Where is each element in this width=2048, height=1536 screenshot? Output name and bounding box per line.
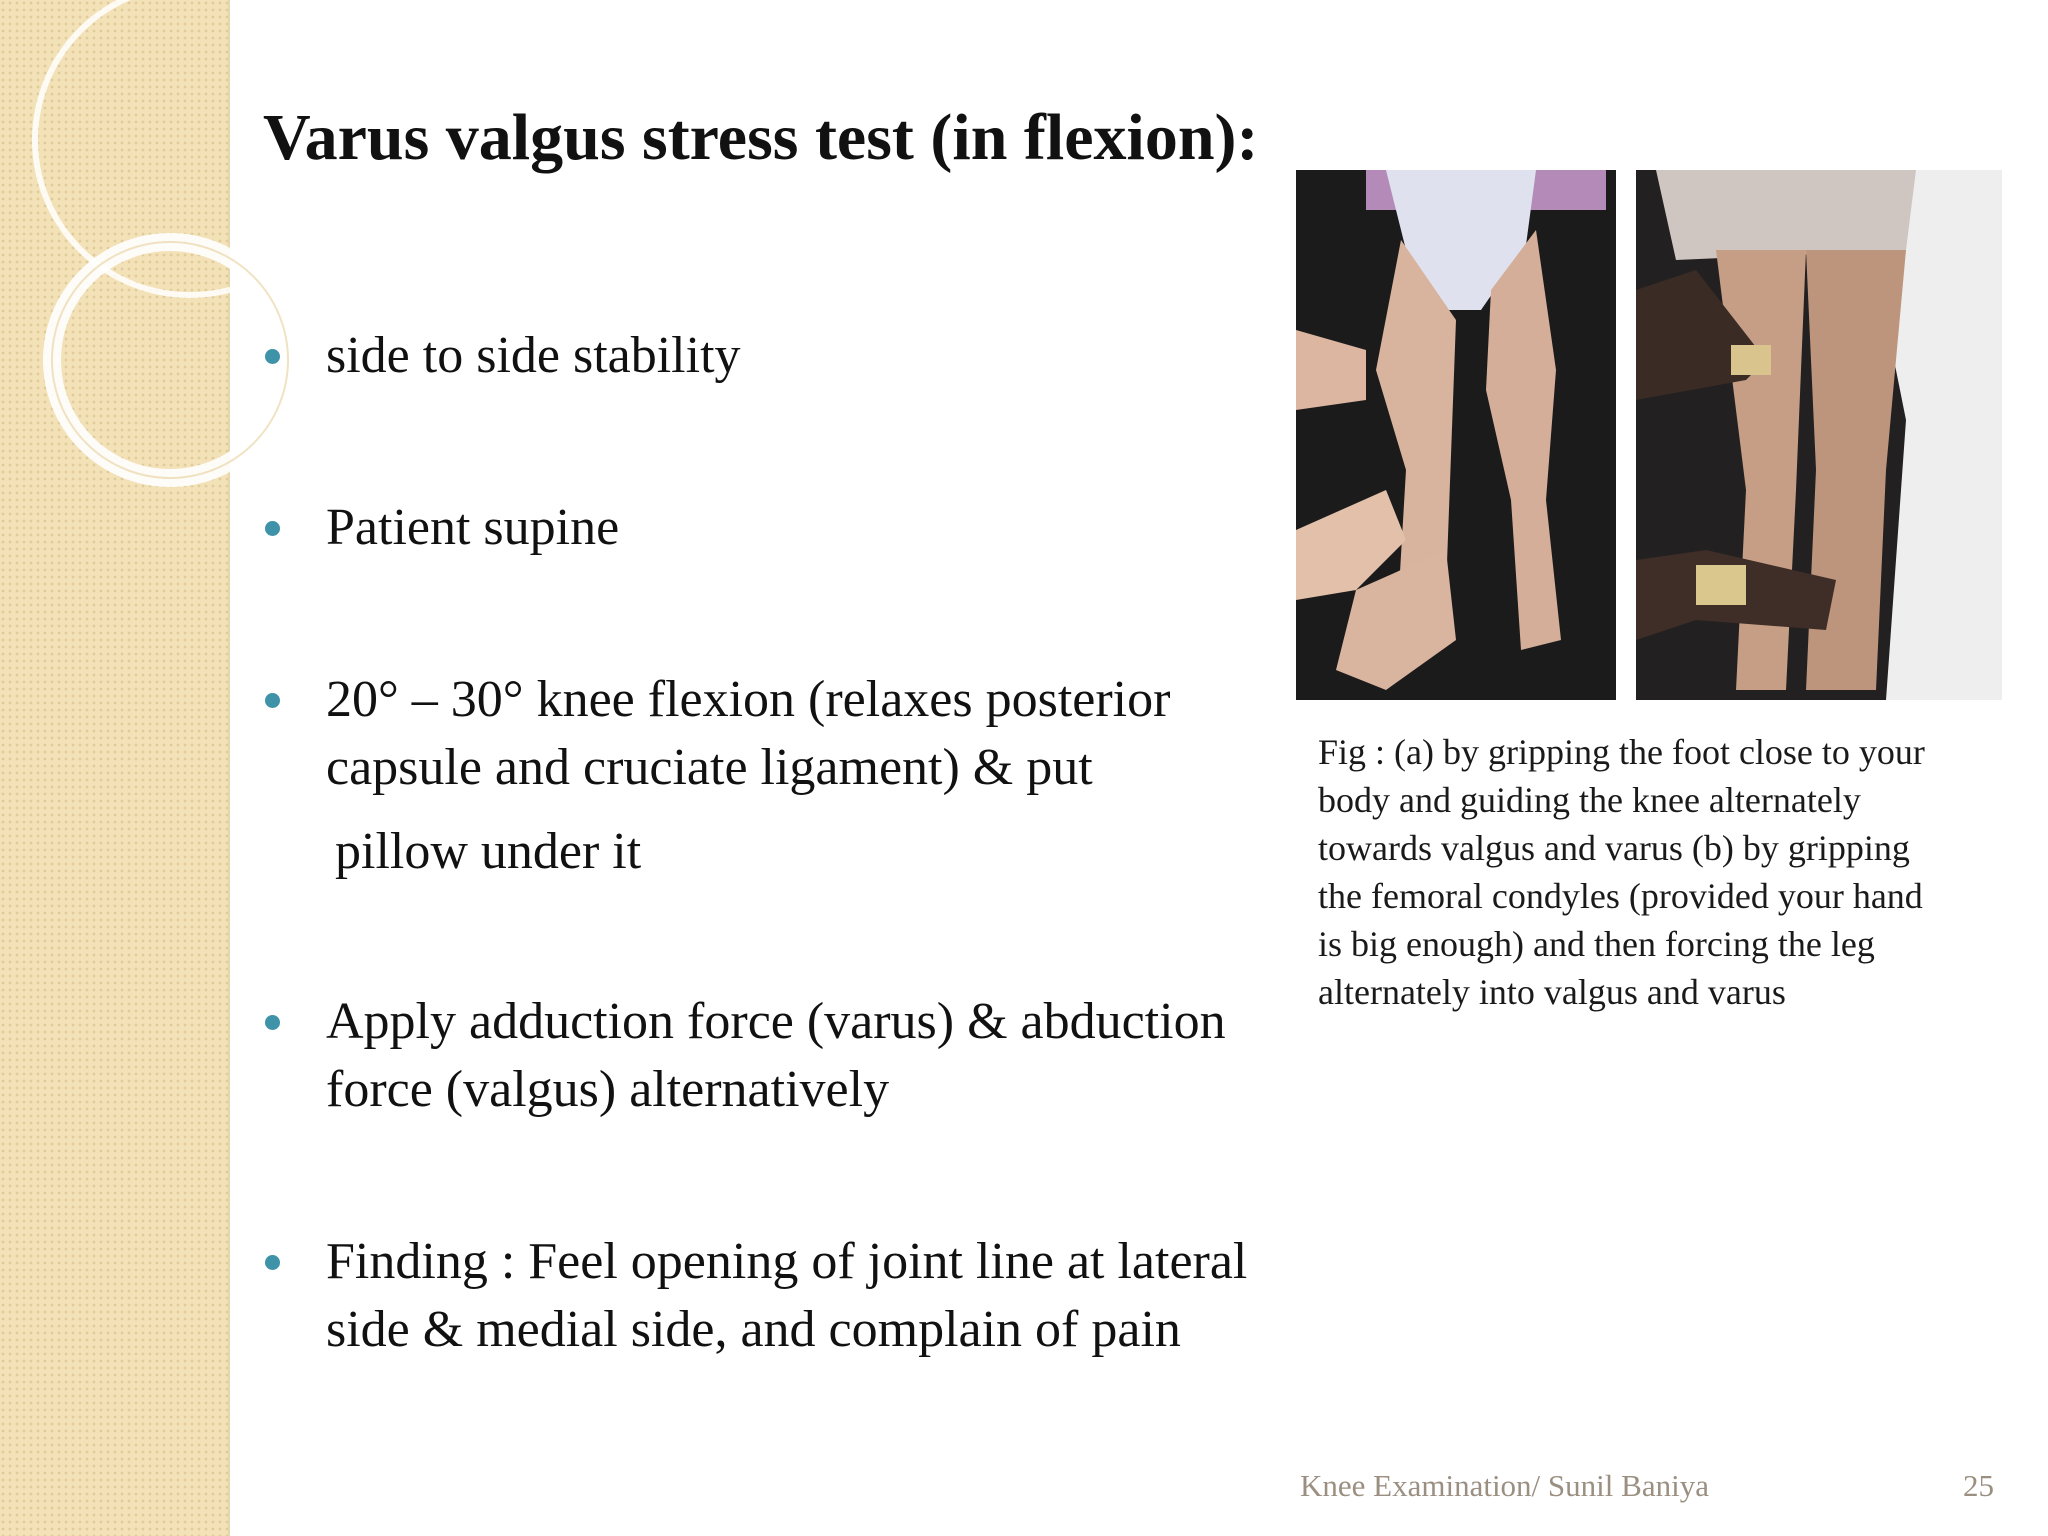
- photo-a-knee-exam: [1296, 170, 1616, 700]
- decorative-rings: [0, 0, 300, 520]
- bullet-text: side to side stability: [326, 327, 741, 384]
- bullet-dot-icon: [265, 1255, 280, 1270]
- caption-line: the femoral condyles (provided your hand: [1318, 876, 1923, 916]
- bullet-text: capsule and cruciate ligament) & put: [326, 739, 1093, 796]
- bullet-text: side & medial side, and complain of pain: [326, 1301, 1181, 1358]
- bullet-dot-icon: [265, 693, 280, 708]
- caption-line: body and guiding the knee alternately: [1318, 780, 1861, 820]
- bullet-dot-icon: [265, 1015, 280, 1030]
- caption-line: alternately into valgus and varus: [1318, 972, 1786, 1012]
- slide-title: Varus valgus stress test (in flexion):: [263, 101, 1259, 174]
- bullet-dot-icon: [265, 521, 280, 536]
- caption-line: towards valgus and varus (b) by gripping: [1318, 828, 1910, 868]
- bullet-text: pillow under it: [335, 823, 642, 880]
- bullet-text: Finding : Feel opening of joint line at lateral: [326, 1233, 1248, 1290]
- figure-caption: [1318, 728, 2018, 1016]
- bullet-text: Patient supine: [326, 499, 620, 556]
- footer-text: Knee Examination/ Sunil Baniya: [1300, 1468, 1709, 1503]
- bullet-dot-icon: [265, 349, 280, 364]
- caption-line: is big enough) and then forcing the leg: [1318, 924, 1875, 964]
- page-number: 25: [1963, 1468, 1994, 1503]
- bullet-text: force (valgus) alternatively: [326, 1061, 890, 1118]
- caption-line: Fig : (a) by gripping the foot close to your: [1318, 732, 1925, 772]
- bullet-text: 20° – 30° knee flexion (relaxes posterior: [326, 671, 1171, 728]
- photo-b-knee-exam: [1636, 170, 2002, 700]
- bullet-text: Apply adduction force (varus) & abduction: [326, 993, 1226, 1050]
